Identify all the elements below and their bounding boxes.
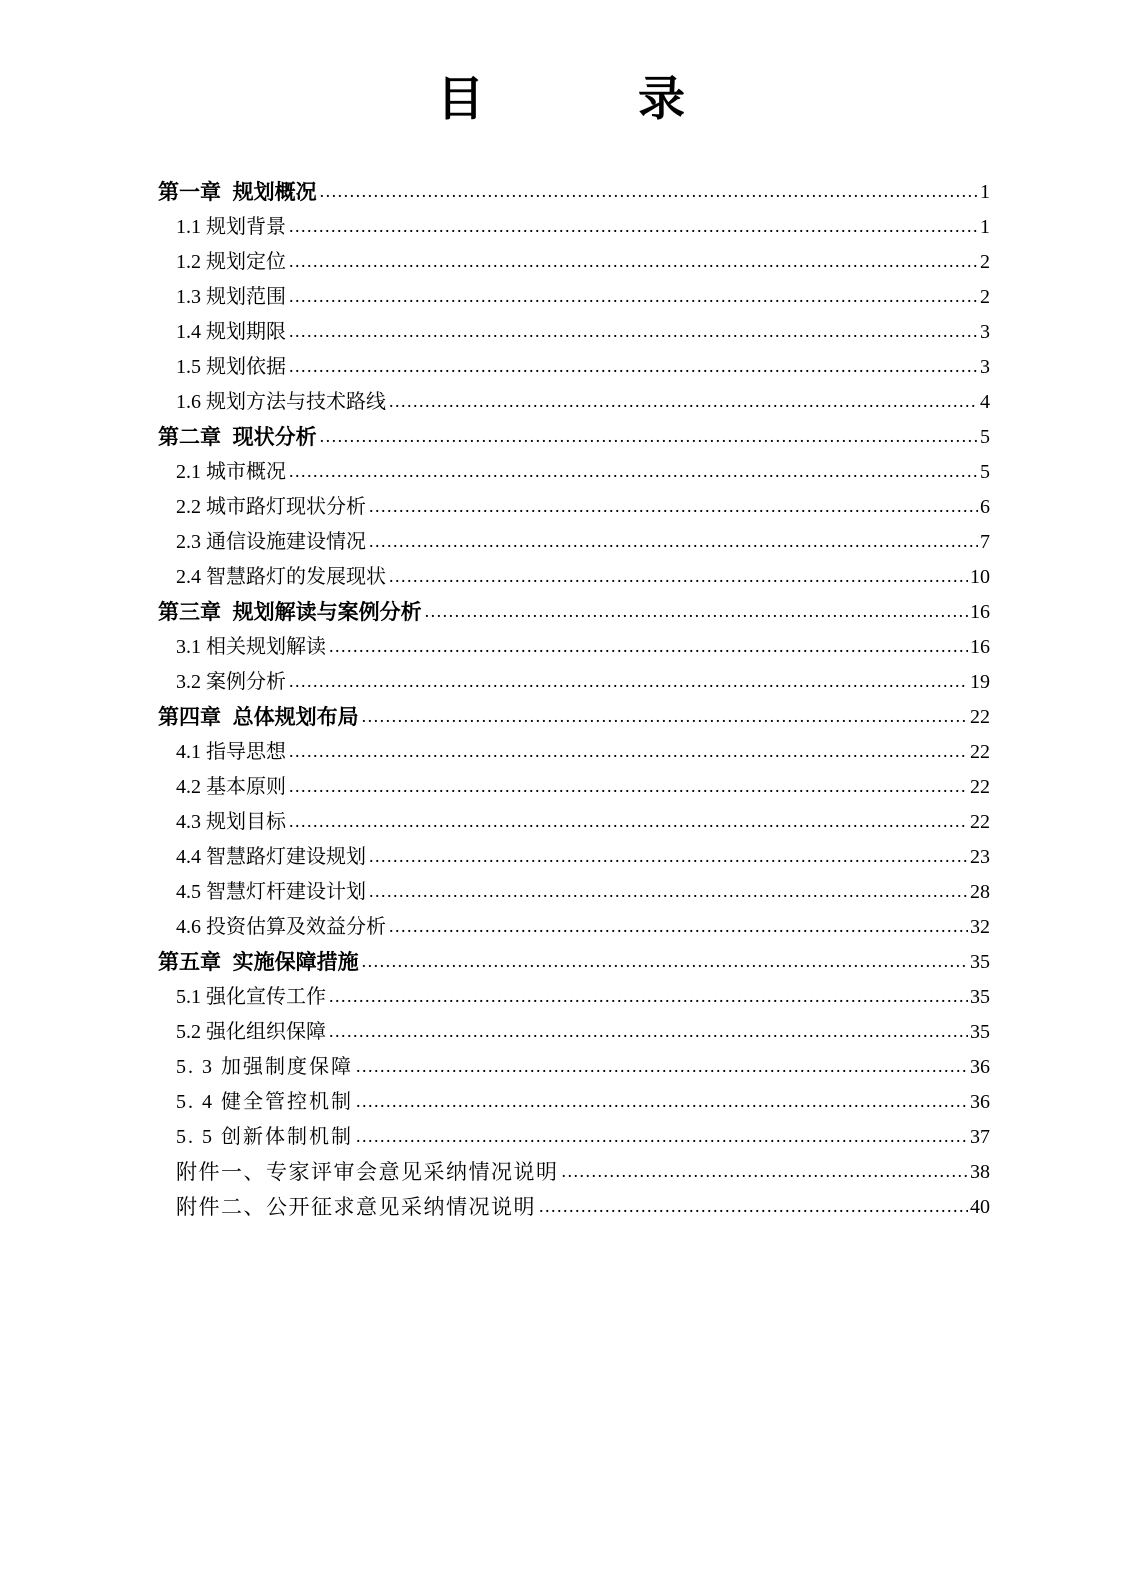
toc-entry: [158, 385, 990, 420]
dot-leader: [289, 804, 968, 840]
toc-entry: [158, 245, 990, 280]
dot-leader: [389, 559, 968, 595]
toc-entry: [158, 735, 990, 770]
dot-leader: [289, 209, 978, 245]
dot-leader: [362, 944, 968, 980]
toc-entry-label: 4.3 规划目标: [176, 811, 286, 833]
toc-page-number: 37: [970, 1126, 990, 1148]
dot-leader: [356, 1119, 968, 1155]
toc-page-number: 5: [980, 461, 990, 483]
toc-page-number: 22: [970, 811, 990, 833]
toc-entry: [158, 1120, 990, 1155]
toc-entry: [158, 315, 990, 350]
toc-entry: [158, 875, 990, 910]
toc-entry-label: 4.5 智慧灯杆建设计划: [176, 881, 366, 903]
dot-leader: [320, 419, 978, 455]
toc-entry: [158, 980, 990, 1015]
toc-entry-label: 5.2 强化组织保障: [176, 1021, 326, 1043]
toc-entry-label: 5.1 强化宣传工作: [176, 986, 326, 1008]
dot-leader: [289, 279, 978, 315]
toc-entry-label: 附件一、专家评审会意见采纳情况说明: [176, 1160, 559, 1184]
toc-entry: [158, 840, 990, 875]
toc-page-number: 19: [970, 671, 990, 693]
toc-entry-label: 附件二、公开征求意见采纳情况说明: [176, 1195, 536, 1219]
toc-page-number: 36: [970, 1056, 990, 1078]
toc-entry-label: 第二章 现状分析: [158, 426, 317, 449]
dot-leader: [320, 174, 978, 210]
toc-entry: [158, 175, 990, 210]
toc-page-number: 38: [970, 1161, 990, 1183]
toc-page-number: 6: [980, 496, 990, 518]
toc-entry: [158, 490, 990, 525]
toc-entry: [158, 280, 990, 315]
toc-entry: [158, 945, 990, 980]
toc-entry-label: 2.2 城市路灯现状分析: [176, 496, 366, 518]
toc-entry-label: 1.2 规划定位: [176, 251, 286, 273]
toc-entry: [158, 560, 990, 595]
toc-page-number: 1: [980, 181, 990, 203]
toc-entry: [158, 595, 990, 630]
toc-page-number: 32: [970, 916, 990, 938]
toc-page-number: 3: [980, 356, 990, 378]
dot-leader: [356, 1084, 968, 1120]
toc-page-number: 10: [970, 566, 990, 588]
toc-entry: [158, 455, 990, 490]
dot-leader: [369, 524, 978, 560]
toc-page-number: 3: [980, 321, 990, 343]
dot-leader: [562, 1154, 969, 1190]
toc-page-number: 35: [970, 1021, 990, 1043]
toc-entry-label: 1.3 规划范围: [176, 286, 286, 308]
toc-entry: [158, 1190, 990, 1225]
toc-entry: [158, 210, 990, 245]
toc-entry: [158, 1155, 990, 1190]
toc-entry: [158, 1085, 990, 1120]
toc-page-number: 7: [980, 531, 990, 553]
toc-entry: [158, 1050, 990, 1085]
dot-leader: [369, 489, 978, 525]
toc-entry-label: 第三章 规划解读与案例分析: [158, 601, 422, 624]
dot-leader: [539, 1189, 968, 1225]
dot-leader: [289, 664, 968, 700]
toc-title: 目 录: [437, 74, 686, 126]
toc-entry: [158, 805, 990, 840]
dot-leader: [389, 384, 978, 420]
dot-leader: [329, 1014, 968, 1050]
toc-entry: [158, 350, 990, 385]
toc-page-number: 36: [970, 1091, 990, 1113]
toc-entry-label: 2.3 通信设施建设情况: [176, 531, 366, 553]
dot-leader: [362, 699, 968, 735]
toc-page-number: 35: [970, 951, 990, 973]
toc-page-number: 22: [970, 741, 990, 763]
toc-entry-label: 5. 4 健全管控机制: [176, 1091, 353, 1113]
toc-entry: [158, 420, 990, 455]
dot-leader: [369, 839, 968, 875]
toc-entry-label: 1.1 规划背景: [176, 216, 286, 238]
dot-leader: [389, 909, 968, 945]
toc-entry-label: 第一章 规划概况: [158, 181, 317, 204]
toc-entry-label: 4.6 投资估算及效益分析: [176, 916, 386, 938]
toc-page-number: 28: [970, 881, 990, 903]
toc-entry-label: 1.6 规划方法与技术路线: [176, 391, 386, 413]
toc-entry-label: 1.5 规划依据: [176, 356, 286, 378]
toc-page-number: 16: [970, 601, 990, 623]
dot-leader: [289, 454, 978, 490]
toc-entry: [158, 910, 990, 945]
dot-leader: [289, 314, 978, 350]
toc-page-number: 35: [970, 986, 990, 1008]
dot-leader: [289, 769, 968, 805]
toc-page-number: 40: [970, 1196, 990, 1218]
toc-entry-label: 5. 3 加强制度保障: [176, 1056, 353, 1078]
toc-entry: [158, 770, 990, 805]
dot-leader: [425, 594, 968, 630]
toc-entry-label: 4.2 基本原则: [176, 776, 286, 798]
toc-entry-label: 3.1 相关规划解读: [176, 636, 326, 658]
toc-entry: [158, 665, 990, 700]
dot-leader: [329, 979, 968, 1015]
dot-leader: [329, 629, 968, 665]
toc-page-number: 23: [970, 846, 990, 868]
toc-entry: [158, 525, 990, 560]
toc-entry: [158, 700, 990, 735]
toc-entry-label: 1.4 规划期限: [176, 321, 286, 343]
toc-entry-label: 4.4 智慧路灯建设规划: [176, 846, 366, 868]
toc-entry-label: 2.4 智慧路灯的发展现状: [176, 566, 386, 588]
toc-list: [158, 175, 990, 1225]
dot-leader: [289, 734, 968, 770]
toc-entry: [158, 1015, 990, 1050]
dot-leader: [289, 349, 978, 385]
toc-entry-label: 第五章 实施保障措施: [158, 951, 359, 974]
toc-entry: [158, 630, 990, 665]
toc-entry-label: 3.2 案例分析: [176, 671, 286, 693]
toc-page-number: 22: [970, 706, 990, 728]
toc-entry-label: 4.1 指导思想: [176, 741, 286, 763]
toc-page-number: 2: [980, 251, 990, 273]
toc-entry-label: 第四章 总体规划布局: [158, 706, 359, 729]
toc-page-number: 16: [970, 636, 990, 658]
dot-leader: [289, 244, 978, 280]
toc-page-number: 2: [980, 286, 990, 308]
toc-page-number: 1: [980, 216, 990, 238]
toc-entry-label: 5. 5 创新体制机制: [176, 1126, 353, 1148]
dot-leader: [369, 874, 968, 910]
toc-page-number: 22: [970, 776, 990, 798]
dot-leader: [356, 1049, 968, 1085]
toc-entry-label: 2.1 城市概况: [176, 461, 286, 483]
toc-page-number: 4: [980, 391, 990, 413]
toc-page-number: 5: [980, 426, 990, 448]
